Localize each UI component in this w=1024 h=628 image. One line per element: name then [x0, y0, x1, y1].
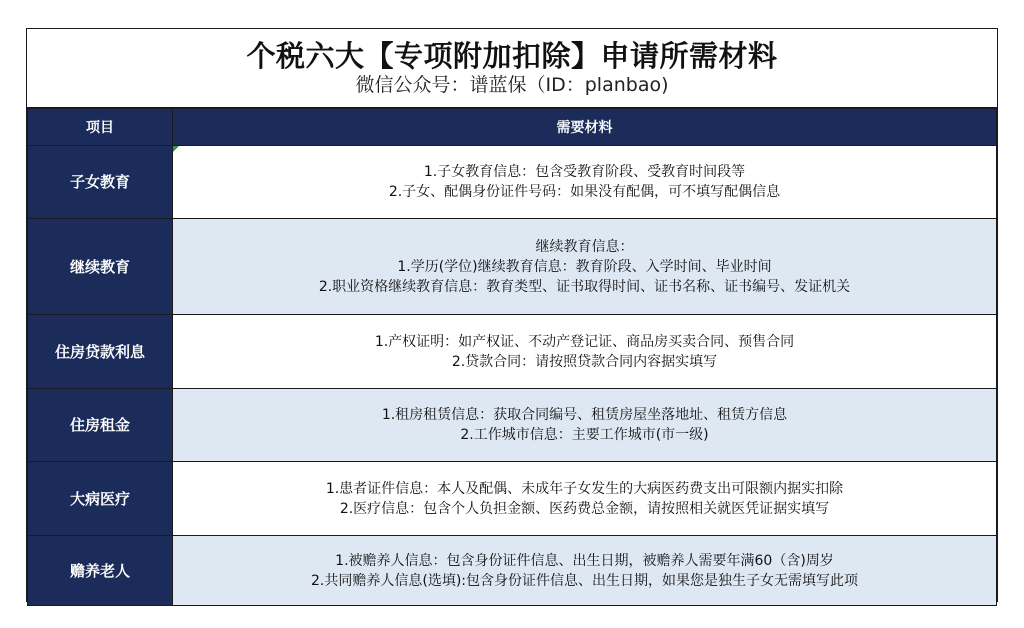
table-row [28, 315, 997, 389]
row-materials [173, 146, 997, 219]
material-line: 1.患者证件信息：本人及配偶、未成年子女发生的大病医药费支出可限额内据实扣除 [325, 480, 844, 497]
row-materials [173, 389, 997, 462]
row-item-label: 继续教育 [28, 219, 173, 315]
column-header-materials: 需要材料 [173, 109, 997, 146]
deduction-sheet [26, 28, 998, 602]
row-item-label: 子女教育 [28, 146, 173, 219]
material-line: 1.租房租赁信息：获取合同编号、租赁房屋坐落地址、租赁方信息 [381, 407, 788, 423]
page-title: 个税六大【专项附加扣除】申请所需材料 [246, 39, 778, 73]
row-item-label: 住房贷款利息 [28, 315, 173, 389]
material-line: 2.贷款合同：请按照贷款合同内容据实填写 [451, 353, 718, 370]
page-subtitle: 微信公众号：谱蓝保（ID：planbao) [355, 74, 669, 96]
row-item-label: 赡养老人 [28, 536, 173, 606]
row-materials [173, 315, 997, 389]
material-line: 1.子女教育信息：包含受教育阶段、受教育时间段等 [423, 164, 746, 180]
material-line: 1.学历(学位)继续教育信息：教育阶段、入学时间、毕业时间 [397, 258, 772, 275]
row-materials [173, 219, 997, 315]
row-materials [173, 462, 997, 536]
title-block [27, 29, 997, 108]
materials-table [27, 108, 997, 606]
material-line: 1.产权证明：如产权证、不动产登记证、商品房买卖合同、预售合同 [374, 333, 795, 350]
material-line: 1.被赡养人信息：包含身份证件信息、出生日期，被赡养人需要年满60（含)周岁 [335, 552, 834, 569]
row-item-label: 住房租金 [28, 389, 173, 462]
cell-comment-marker [173, 146, 179, 152]
column-header-item: 项目 [28, 109, 173, 146]
table-row [28, 219, 997, 315]
material-line: 继续教育信息： [535, 238, 634, 255]
table-header-row [28, 109, 997, 146]
table-row [28, 536, 997, 606]
material-line: 2.子女、配偶身份证件号码：如果没有配偶，可不填写配偶信息 [388, 184, 781, 200]
table-row [28, 462, 997, 536]
material-line: 2.工作城市信息：主要工作城市(市一级) [460, 427, 709, 443]
material-line: 2.职业资格继续教育信息：教育类型、证书取得时间、证书名称、证书编号、发证机关 [318, 278, 851, 295]
material-line: 2.医疗信息：包含个人负担金额、医药费总金额，请按照相关就医凭证据实填写 [339, 500, 830, 517]
table-row [28, 389, 997, 462]
material-line: 2.共同赡养人信息(选填):包含身份证件信息、出生日期，如果您是独生子女无需填写此项 [311, 572, 858, 589]
row-materials [173, 536, 997, 606]
table-row [28, 146, 997, 219]
row-item-label: 大病医疗 [28, 462, 173, 536]
